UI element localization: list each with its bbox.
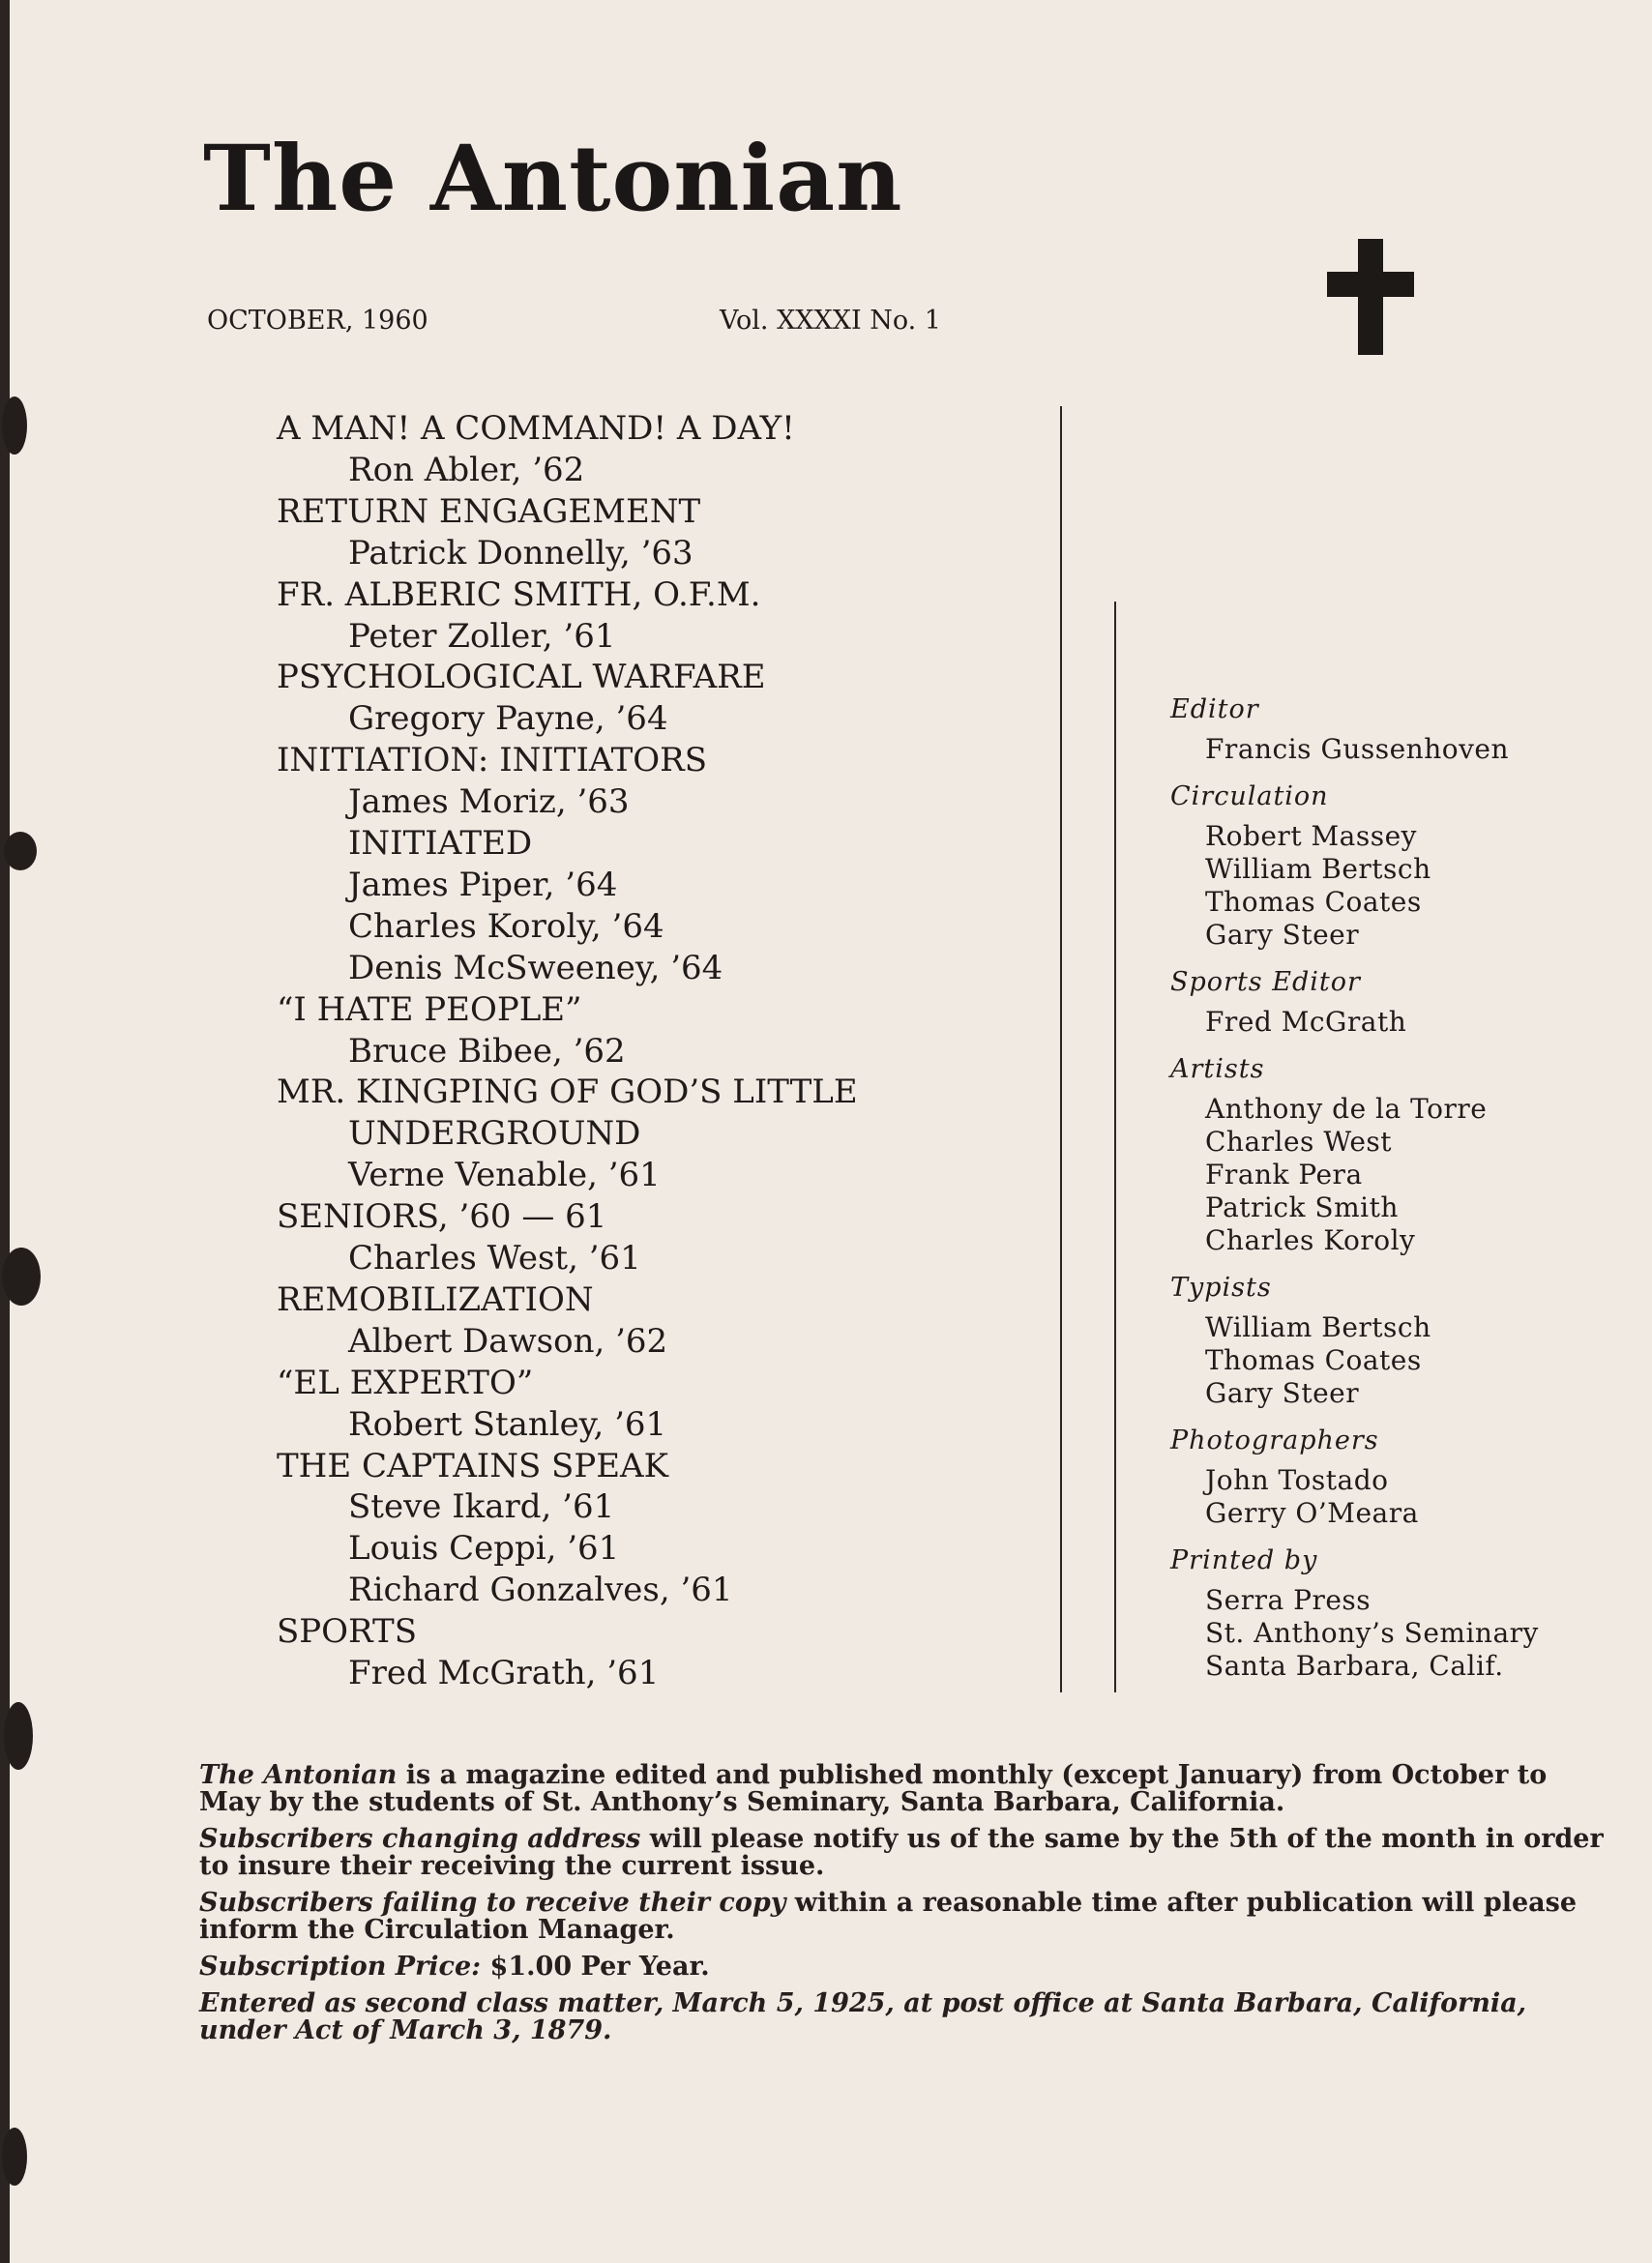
edge-tear-mark (2, 2128, 27, 2186)
staff-name: Charles Koroly (1205, 1224, 1416, 1256)
notice-text: will please notify us of the same by the 5th of the month in order to insure their receiving the current issue. (199, 1824, 1604, 1881)
staff-group (1170, 1424, 1625, 1530)
article-author: Robert Stanley, ’61 (348, 1405, 667, 1444)
staff-role: Circulation (1170, 781, 1329, 811)
staff-group (1170, 965, 1625, 1039)
notice-paragraph (199, 1826, 1611, 1880)
staff-name: John Tostado (1205, 1464, 1389, 1496)
article-author: Fred McGrath, ’61 (348, 1654, 660, 1692)
article-title: FR. ALBERIC SMITH, O.F.M. (277, 575, 761, 614)
staff-name: Fred McGrath (1205, 1006, 1407, 1038)
staff-name: Gary Steer (1205, 919, 1360, 951)
staff-name: Santa Barbara, Calif. (1205, 1650, 1504, 1682)
article-author: Gregory Payne, ’64 (348, 699, 668, 738)
article-title: “I HATE PEOPLE” (277, 990, 582, 1029)
article-title: SENIORS, ’60 — 61 (277, 1197, 607, 1236)
notice-paragraph (199, 1954, 1611, 1981)
staff-role: Sports Editor (1170, 967, 1361, 997)
article-author: Charles Koroly, ’64 (348, 907, 664, 946)
article-author: Louis Ceppi, ’61 (348, 1529, 620, 1568)
cross-icon (1327, 239, 1414, 355)
article-author: UNDERGROUND (348, 1114, 641, 1153)
article-author: Patrick Donnelly, ’63 (348, 534, 693, 573)
article-author: Albert Dawson, ’62 (348, 1322, 668, 1361)
article-title: REMOBILIZATION (277, 1280, 594, 1319)
article-title: SPORTS (277, 1612, 418, 1651)
notice-lead: Subscribers changing address (199, 1824, 641, 1854)
staff-name: Anthony de la Torre (1205, 1093, 1488, 1125)
column-divider (1060, 406, 1062, 1692)
publication-notices (199, 1762, 1611, 2054)
staff-name: St. Anthony’s Seminary (1205, 1617, 1539, 1649)
staff-role: Photographers (1170, 1425, 1379, 1455)
staff-name: Charles West (1205, 1126, 1393, 1158)
staff-group (1170, 1052, 1625, 1257)
issue-date: OCTOBER, 1960 (207, 306, 428, 336)
staff-name: Gary Steer (1205, 1377, 1360, 1409)
article-author: Denis McSweeney, ’64 (348, 949, 723, 987)
notice-text: within a reasonable time after publication will please inform the Circulation Manager. (199, 1888, 1577, 1945)
article-title: RETURN ENGAGEMENT (277, 492, 701, 531)
staff-name: Frank Pera (1205, 1159, 1363, 1190)
article-author: James Piper, ’64 (348, 866, 618, 904)
article-title: INITIATION: INITIATORS (277, 741, 708, 779)
notice-paragraph (199, 1762, 1611, 1816)
staff-group (1170, 1543, 1625, 1683)
staff-name: William Bertsch (1205, 853, 1431, 885)
notice-text: is a magazine edited and published monthly (except January) from October to May by the students of St. Anthony’s Seminary, Santa Barbara, California. (199, 1760, 1548, 1817)
article-author: Peter Zoller, ’61 (348, 617, 616, 656)
staff-role: Artists (1170, 1054, 1265, 1084)
staff-masthead (1170, 692, 1625, 1696)
staff-name: Thomas Coates (1205, 1344, 1422, 1376)
article-author: Richard Gonzalves, ’61 (348, 1571, 733, 1609)
table-of-contents (0, 409, 1025, 1705)
article-author: Verne Venable, ’61 (348, 1156, 661, 1194)
staff-name: Robert Massey (1205, 820, 1417, 852)
staff-group (1170, 1271, 1625, 1410)
article-author: Ron Abler, ’62 (348, 451, 585, 489)
staff-name: Gerry O’Meara (1205, 1497, 1419, 1529)
article-author: INITIATED (348, 824, 533, 863)
staff-group (1170, 692, 1625, 766)
article-author: James Moriz, ’63 (348, 782, 630, 821)
staff-role: Editor (1170, 694, 1259, 724)
notice-lead: Subscribers failing to receive their copy (199, 1888, 786, 1918)
staff-name: Thomas Coates (1205, 886, 1422, 918)
article-title: A MAN! A COMMAND! A DAY! (277, 409, 795, 448)
article-title: “EL EXPERTO” (277, 1364, 534, 1402)
staff-role: Typists (1170, 1273, 1272, 1303)
article-title: PSYCHOLOGICAL WARFARE (277, 658, 766, 696)
staff-name: Patrick Smith (1205, 1191, 1399, 1223)
article-author: Charles West, ’61 (348, 1239, 641, 1278)
notice-text: $1.00 Per Year. (481, 1952, 710, 1982)
notice-paragraph (199, 1890, 1611, 1944)
notice-paragraph (199, 1990, 1611, 2044)
article-title: THE CAPTAINS SPEAK (277, 1447, 668, 1485)
notice-lead: Subscription Price: (199, 1952, 482, 1982)
staff-name: William Bertsch (1205, 1311, 1431, 1343)
article-title: MR. KINGPING OF GOD’S LITTLE (277, 1073, 858, 1111)
staff-name: Serra Press (1205, 1584, 1372, 1616)
notice-lead: Entered as second class matter, March 5, 1925, at post office at Santa Barbara, California, under Act of March 3, 1879. (199, 1988, 1527, 2045)
magazine-masthead: The Antonian (203, 126, 903, 232)
issue-volume: Vol. XXXXI No. 1 (720, 306, 941, 336)
notice-lead: The Antonian (199, 1760, 398, 1790)
staff-role: Printed by (1170, 1545, 1318, 1575)
column-divider (1114, 602, 1116, 1692)
edge-tear-mark (4, 1702, 33, 1770)
staff-group (1170, 779, 1625, 952)
article-author: Bruce Bibee, ’62 (348, 1032, 626, 1071)
staff-name: Francis Gussenhoven (1205, 733, 1509, 765)
article-author: Steve Ikard, ’61 (348, 1487, 615, 1526)
